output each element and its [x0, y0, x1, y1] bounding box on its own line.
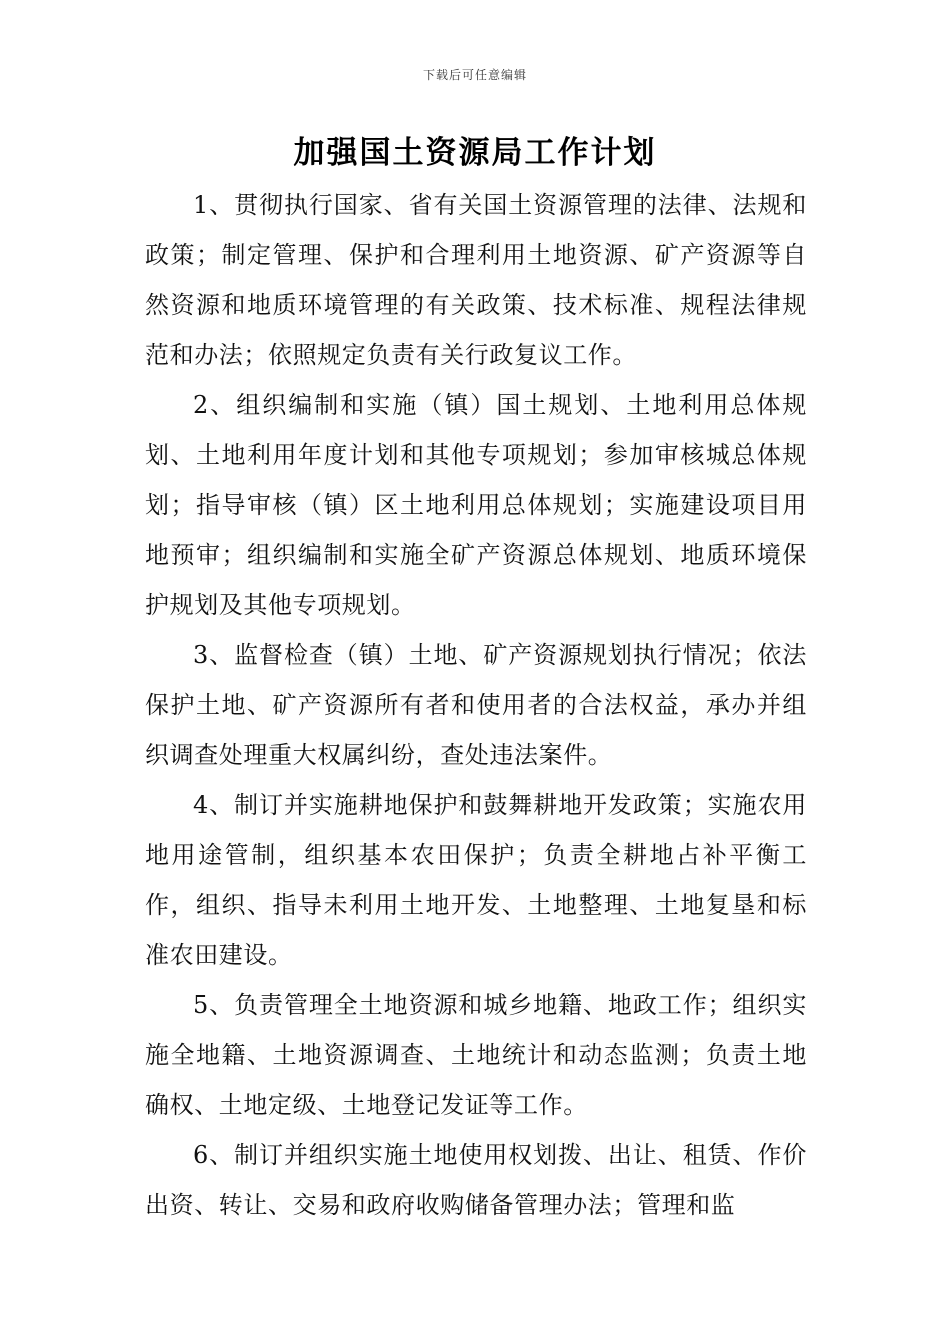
paragraph-2: 2、组织编制和实施（镇）国土规划、土地利用总体规划、土地利用年度计划和其他专项规划；参加审核城总体规划；指导审核（镇）区土地利用总体规划；实施建设项目用地预审；组织编制和实施全矿产资源总体规划、地质环境保护规划及其他专项规划。 — [145, 391, 807, 619]
paragraph-3: 3、监督检查（镇）土地、矿产资源规划执行情况；依法保护土地、矿产资源所有者和使用者的合法权益，承办并组织调查处理重大权属纠纷，查处违法案件。 — [145, 641, 807, 769]
header-note: 下载后可任意编辑 — [422, 68, 527, 82]
paragraph-6: 6、制订并组织实施土地使用权划拨、出让、租赁、作价出资、转让、交易和政府收购储备管理办法；管理和监 — [145, 1141, 807, 1219]
paragraph-1: 1、贯彻执行国家、省有关国土资源管理的法律、法规和政策；制定管理、保护和合理利用土地资源、矿产资源等自然资源和地质环境管理的有关政策、技术标准、规程法律规范和办法；依照规定负责有关行政复议工作。 — [145, 191, 807, 369]
document-title: 加强国土资源局工作计划 — [293, 135, 657, 171]
paragraph-4: 4、制订并实施耕地保护和鼓舞耕地开发政策；实施农用地用途管制，组织基本农田保护；负责全耕地占补平衡工作，组织、指导未利用土地开发、土地整理、土地复垦和标准农田建设。 — [145, 791, 807, 969]
paragraph-5: 5、负责管理全土地资源和城乡地籍、地政工作；组织实施全地籍、土地资源调查、土地统计和动态监测；负责土地确权、土地定级、土地登记发证等工作。 — [145, 991, 807, 1119]
document-body — [145, 180, 807, 1230]
